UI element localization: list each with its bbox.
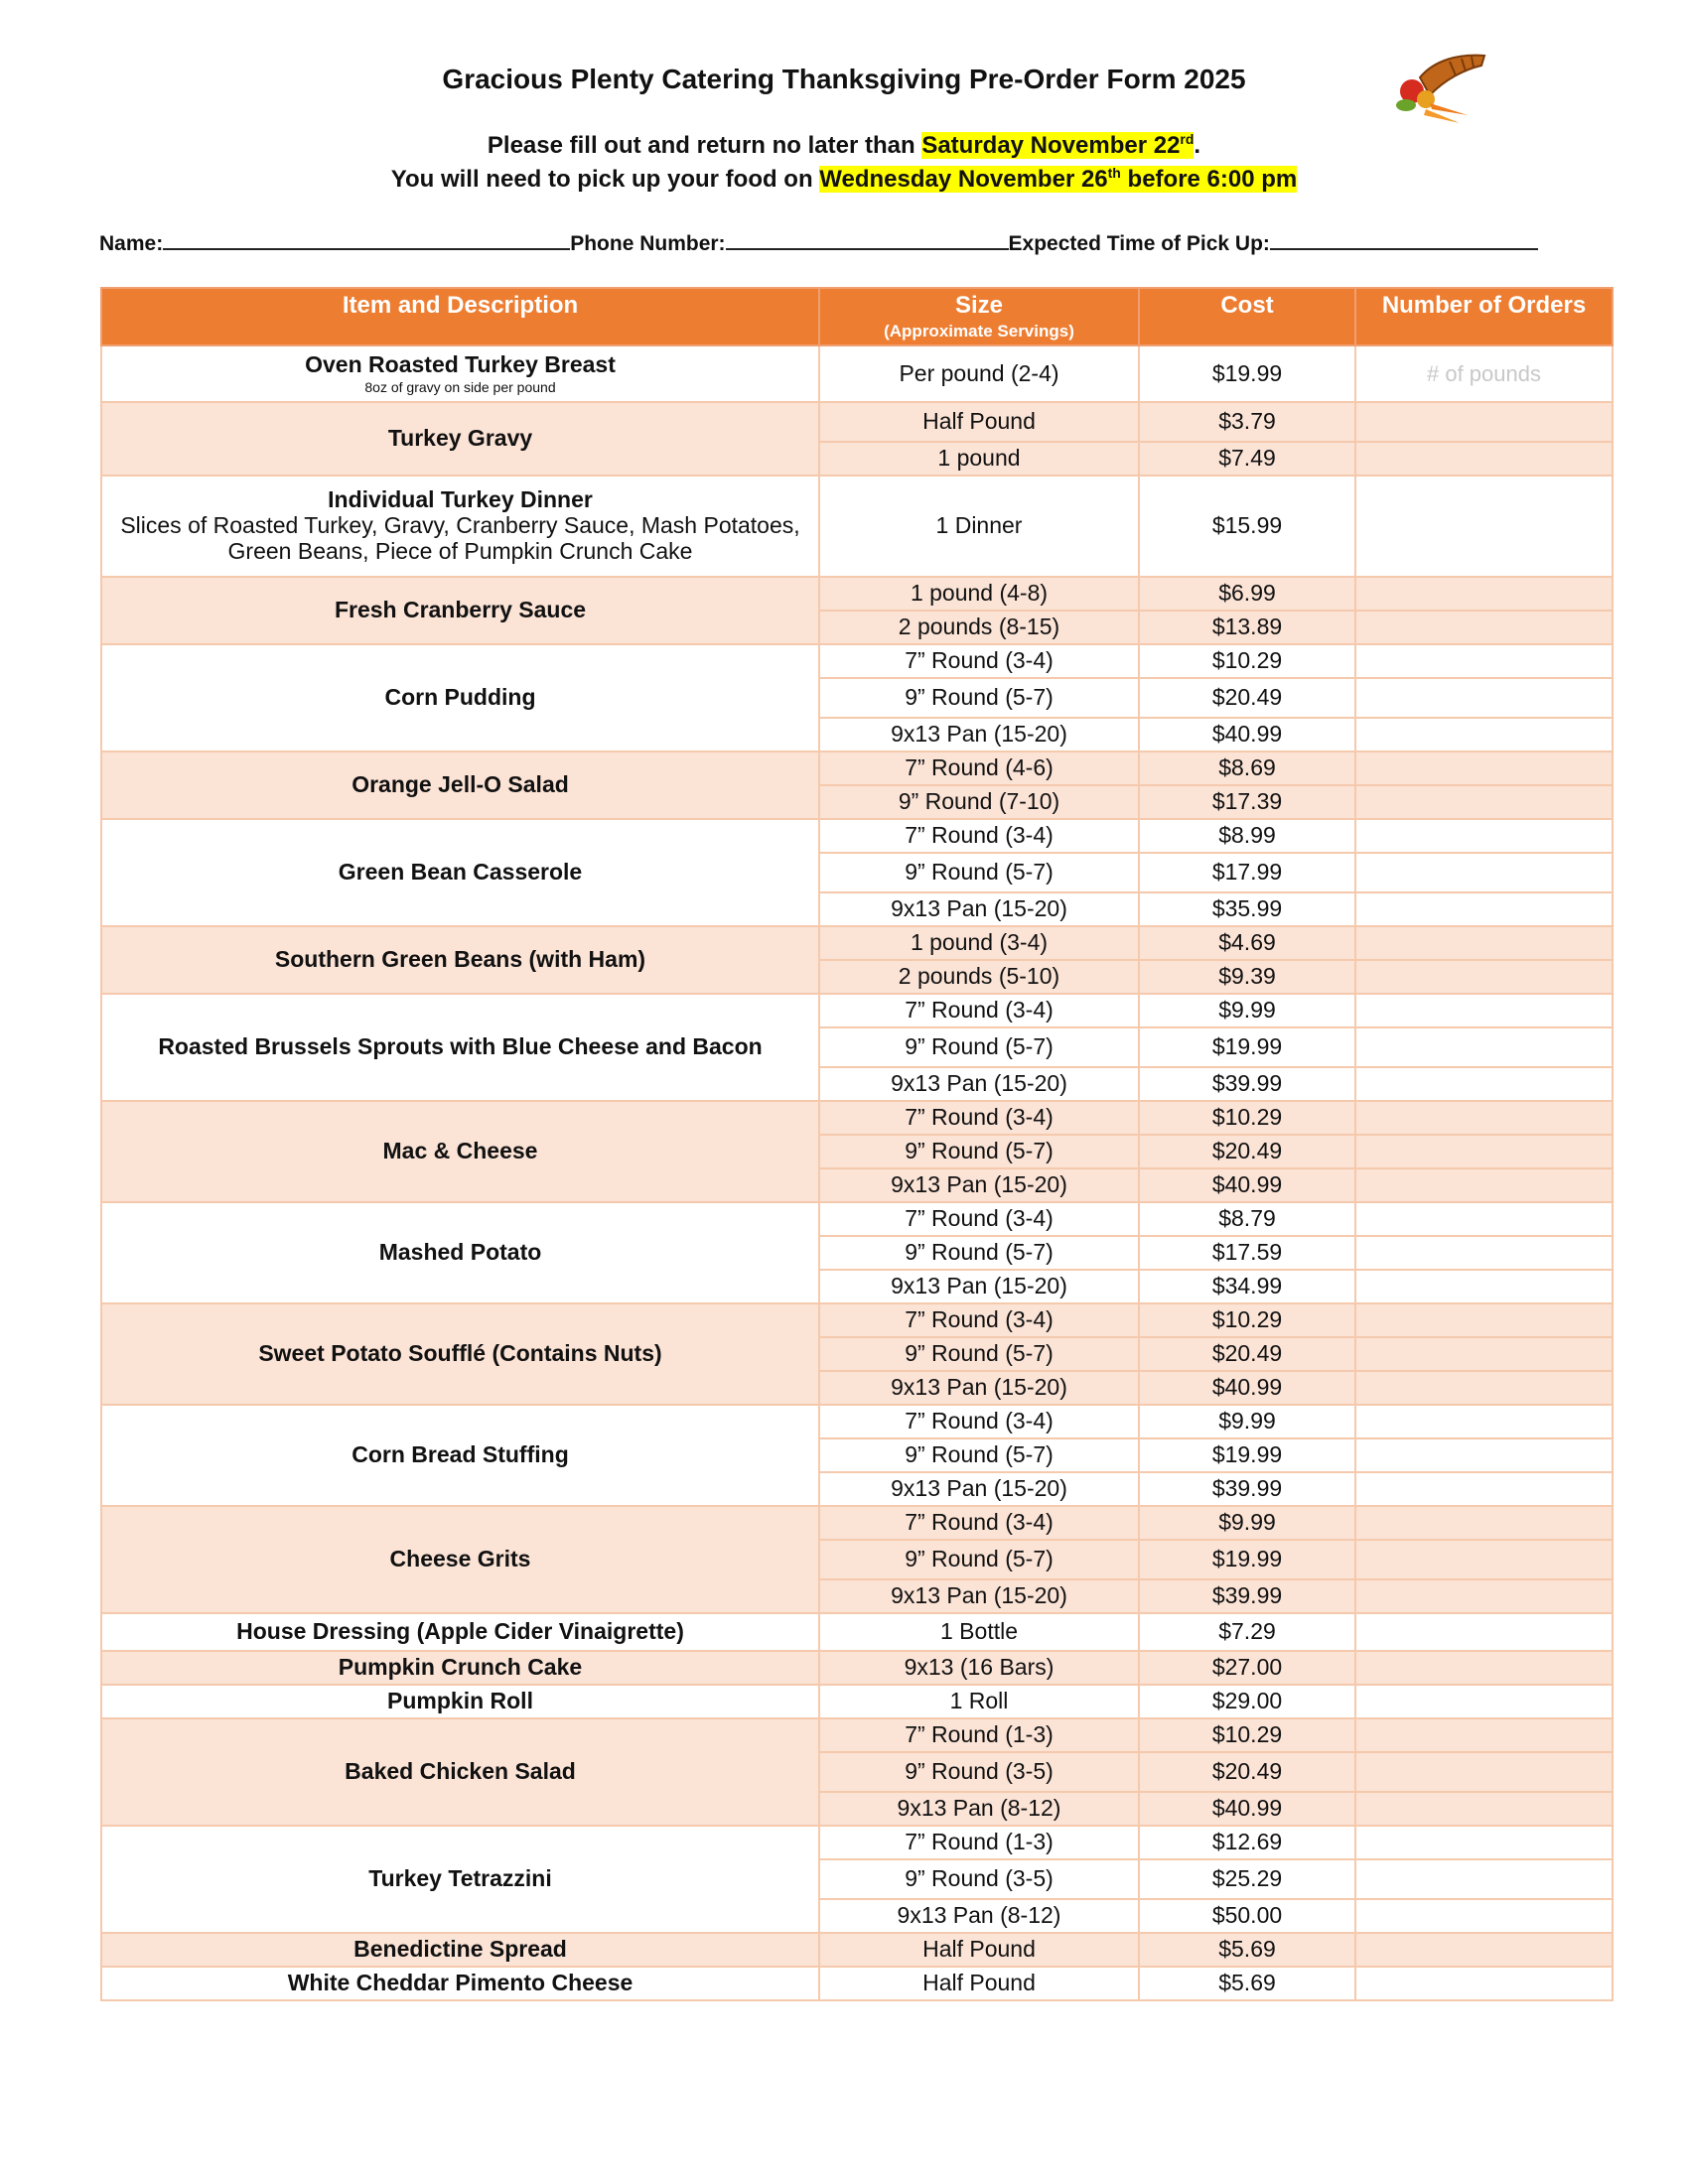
size-cell: 1 pound (3-4) — [819, 926, 1139, 960]
item-name: Southern Green Beans (with Ham) — [274, 946, 646, 973]
size-cell: 1 Bottle — [819, 1613, 1139, 1651]
order-quantity-cell[interactable] — [1355, 785, 1613, 819]
item-name: Roasted Brussels Sprouts with Blue Cheese and Bacon — [158, 1033, 763, 1060]
item-cell — [101, 1506, 819, 1613]
order-quantity-cell[interactable] — [1355, 1651, 1613, 1685]
size-cell: 2 pounds (5-10) — [819, 960, 1139, 994]
order-quantity-cell[interactable] — [1355, 1685, 1613, 1718]
item-cell — [101, 1967, 819, 2000]
table-row — [101, 926, 1613, 960]
item-cell — [101, 1405, 819, 1506]
size-cell: 9x13 Pan (8-12) — [819, 1792, 1139, 1826]
size-cell: 1 pound — [819, 442, 1139, 476]
size-cell: 9” Round (5-7) — [819, 1540, 1139, 1579]
size-cell: 7” Round (3-4) — [819, 819, 1139, 853]
item-name: Individual Turkey Dinner — [328, 486, 593, 513]
size-cell: Per pound (2-4) — [819, 345, 1139, 402]
notice-text: Please fill out and return no later than — [487, 132, 922, 159]
table-row — [101, 1967, 1613, 2000]
item-name: White Cheddar Pimento Cheese — [287, 1970, 633, 1996]
phone-label: Phone Number: — [570, 232, 726, 255]
table-row — [101, 402, 1613, 442]
phone-field[interactable] — [726, 230, 1009, 250]
cost-cell: $17.59 — [1139, 1236, 1355, 1270]
size-cell: 9” Round (5-7) — [819, 1027, 1139, 1067]
item-header-label: Item and Description — [342, 292, 579, 319]
order-quantity-cell[interactable] — [1355, 1337, 1613, 1371]
size-cell: 9” Round (5-7) — [819, 1236, 1139, 1270]
order-quantity-cell[interactable] — [1355, 1752, 1613, 1792]
table-row — [101, 577, 1613, 611]
item-cell — [101, 1826, 819, 1933]
cost-cell: $20.49 — [1139, 678, 1355, 718]
table-row — [101, 1303, 1613, 1337]
cost-header-label: Cost — [1220, 292, 1274, 319]
cost-cell: $34.99 — [1139, 1270, 1355, 1303]
order-quantity-cell[interactable] — [1355, 1371, 1613, 1405]
item-name: Sweet Potato Soufflé (Contains Nuts) — [258, 1340, 662, 1367]
size-cell: Half Pound — [819, 1933, 1139, 1967]
size-cell: 9x13 Pan (15-20) — [819, 1371, 1139, 1405]
size-cell: 7” Round (4-6) — [819, 751, 1139, 785]
pickup-notice-text: You will need to pick up your food on — [390, 166, 820, 193]
size-cell: 7” Round (3-4) — [819, 1202, 1139, 1236]
item-cell — [101, 1101, 819, 1202]
order-quantity-cell[interactable] — [1355, 1613, 1613, 1651]
item-name: Orange Jell-O Salad — [352, 771, 569, 798]
order-quantity-cell[interactable] — [1355, 751, 1613, 785]
size-cell: 7” Round (1-3) — [819, 1826, 1139, 1859]
order-quantity-cell[interactable] — [1355, 960, 1613, 994]
cost-cell: $27.00 — [1139, 1651, 1355, 1685]
table-header-row — [101, 288, 1613, 345]
item-cell — [101, 402, 819, 476]
table-row — [101, 1405, 1613, 1438]
item-note: 8oz of gravy on side per pound — [364, 378, 556, 395]
item-name: Fresh Cranberry Sauce — [334, 597, 587, 623]
order-quantity-cell[interactable] — [1355, 819, 1613, 853]
item-name: Turkey Tetrazzini — [368, 1865, 552, 1892]
table-row — [101, 1506, 1613, 1540]
order-quantity-cell[interactable] — [1355, 1027, 1613, 1067]
cost-cell: $9.99 — [1139, 994, 1355, 1027]
cost-cell: $20.49 — [1139, 1337, 1355, 1371]
table-row — [101, 751, 1613, 785]
cost-cell: $20.49 — [1139, 1135, 1355, 1168]
order-quantity-cell[interactable] — [1355, 644, 1613, 678]
size-cell: 9” Round (5-7) — [819, 1438, 1139, 1472]
table-row — [101, 476, 1613, 577]
item-cell — [101, 1685, 819, 1718]
item-cell — [101, 345, 819, 402]
cost-cell: $8.69 — [1139, 751, 1355, 785]
cost-cell: $9.39 — [1139, 960, 1355, 994]
return-date-highlight — [921, 132, 1194, 159]
order-quantity-cell[interactable] — [1355, 1579, 1613, 1613]
cost-cell: $20.49 — [1139, 1752, 1355, 1792]
order-quantity-cell[interactable] — [1355, 1718, 1613, 1752]
item-description: Slices of Roasted Turkey, Gravy, Cranberry Sauce, Mash Potatoes, Green Beans, Piece of Pumpkin Crunch Cake — [120, 512, 800, 564]
size-cell: 9” Round (5-7) — [819, 853, 1139, 892]
cost-cell: $4.69 — [1139, 926, 1355, 960]
size-cell: 9” Round (5-7) — [819, 1337, 1139, 1371]
cost-cell: $40.99 — [1139, 718, 1355, 751]
name-field[interactable] — [163, 230, 570, 250]
item-cell — [101, 926, 819, 994]
pickup-date: Wednesday November 26 — [819, 166, 1108, 193]
page-title: Gracious Plenty Catering Thanksgiving Pre-Order Form 2025 — [442, 64, 1246, 94]
item-cell — [101, 1651, 819, 1685]
item-name: Pumpkin Crunch Cake — [338, 1654, 583, 1681]
order-quantity-cell[interactable] — [1355, 1967, 1613, 2000]
cost-cell: $5.69 — [1139, 1933, 1355, 1967]
size-cell: 7” Round (1-3) — [819, 1718, 1139, 1752]
pickup-notice — [0, 165, 1688, 194]
return-deadline-notice — [0, 131, 1688, 160]
size-cell: 9x13 Pan (15-20) — [819, 1168, 1139, 1202]
item-name: Green Bean Casserole — [338, 859, 583, 886]
cost-cell: $10.29 — [1139, 644, 1355, 678]
order-quantity-cell[interactable] — [1355, 1506, 1613, 1540]
order-quantity-cell[interactable] — [1355, 1135, 1613, 1168]
customer-info-fields — [99, 230, 1609, 256]
item-name: Pumpkin Roll — [387, 1688, 533, 1714]
orders-header-label: Number of Orders — [1381, 292, 1587, 319]
pickup-date-suffix: th — [1107, 165, 1121, 181]
cost-column-header — [1139, 288, 1355, 345]
size-cell: 9x13 Pan (15-20) — [819, 1270, 1139, 1303]
item-name: Mac & Cheese — [382, 1138, 538, 1164]
table-row — [101, 1202, 1613, 1236]
order-quantity-cell[interactable] — [1355, 1899, 1613, 1933]
size-cell: 9x13 Pan (15-20) — [819, 1472, 1139, 1506]
cost-cell: $12.69 — [1139, 1826, 1355, 1859]
cost-cell: $10.29 — [1139, 1303, 1355, 1337]
cost-cell: $29.00 — [1139, 1685, 1355, 1718]
size-header-label: Size — [954, 292, 1004, 319]
cost-cell: $6.99 — [1139, 577, 1355, 611]
size-cell: 2 pounds (8-15) — [819, 611, 1139, 644]
size-cell: 7” Round (3-4) — [819, 1405, 1139, 1438]
cost-cell: $7.49 — [1139, 442, 1355, 476]
order-quantity-cell[interactable] — [1355, 926, 1613, 960]
pickup-date-highlight — [819, 166, 1297, 193]
order-quantity-cell[interactable] — [1355, 1933, 1613, 1967]
size-cell: 9x13 (16 Bars) — [819, 1651, 1139, 1685]
cost-cell: $7.29 — [1139, 1613, 1355, 1651]
order-table — [100, 287, 1614, 2001]
order-quantity-cell[interactable] — [1355, 1792, 1613, 1826]
order-quantity-cell[interactable] — [1355, 1303, 1613, 1337]
table-row — [101, 819, 1613, 853]
cost-cell: $13.89 — [1139, 611, 1355, 644]
cost-cell: $39.99 — [1139, 1472, 1355, 1506]
item-cell — [101, 1303, 819, 1405]
item-cell — [101, 1933, 819, 1967]
order-quantity-cell[interactable] — [1355, 1236, 1613, 1270]
orders-column-header — [1355, 288, 1613, 345]
order-quantity-cell[interactable] — [1355, 442, 1613, 476]
order-quantity-cell[interactable] — [1355, 892, 1613, 926]
order-quantity-cell[interactable] — [1355, 1438, 1613, 1472]
cost-cell: $39.99 — [1139, 1067, 1355, 1101]
pickup-time-label: Expected Time of Pick Up: — [1008, 232, 1270, 255]
pickup-time-field[interactable] — [1270, 230, 1538, 250]
cost-cell: $3.79 — [1139, 402, 1355, 442]
item-name: Corn Pudding — [384, 684, 536, 711]
item-column-header — [101, 288, 819, 345]
item-cell — [101, 751, 819, 819]
order-quantity-cell[interactable] — [1355, 1101, 1613, 1135]
size-cell: 7” Round (3-4) — [819, 1303, 1139, 1337]
return-date: Saturday November 22 — [921, 132, 1181, 159]
item-cell — [101, 1202, 819, 1303]
cost-cell: $39.99 — [1139, 1579, 1355, 1613]
size-cell: 9” Round (5-7) — [819, 1135, 1139, 1168]
item-name: House Dressing (Apple Cider Vinaigrette) — [236, 1618, 684, 1645]
order-quantity-cell[interactable] — [1355, 994, 1613, 1027]
size-cell: 7” Round (3-4) — [819, 994, 1139, 1027]
size-cell: Half Pound — [819, 402, 1139, 442]
cost-cell: $40.99 — [1139, 1371, 1355, 1405]
size-cell: 9x13 Pan (8-12) — [819, 1899, 1139, 1933]
item-cell — [101, 819, 819, 926]
cost-cell: $35.99 — [1139, 892, 1355, 926]
return-date-suffix: rd — [1180, 131, 1195, 147]
order-quantity-cell[interactable] — [1355, 1067, 1613, 1101]
size-cell: 9x13 Pan (15-20) — [819, 1579, 1139, 1613]
size-cell: 1 Dinner — [819, 476, 1139, 577]
table-row — [101, 644, 1613, 678]
size-column-header — [819, 288, 1139, 345]
order-quantity-cell[interactable] — [1355, 1270, 1613, 1303]
order-quantity-cell[interactable] — [1355, 1405, 1613, 1438]
item-name: Baked Chicken Salad — [345, 1758, 576, 1785]
table-row — [101, 1613, 1613, 1651]
cost-cell: $25.29 — [1139, 1859, 1355, 1899]
size-cell: 9” Round (3-5) — [819, 1752, 1139, 1792]
order-quantity-cell[interactable] — [1355, 345, 1613, 402]
cornucopia-icon — [1390, 48, 1489, 127]
order-quantity-cell[interactable] — [1355, 1472, 1613, 1506]
table-row — [101, 994, 1613, 1027]
size-cell: 1 pound (4-8) — [819, 577, 1139, 611]
size-cell: Half Pound — [819, 1967, 1139, 2000]
size-header-sublabel: (Approximate Servings) — [884, 321, 1074, 341]
order-quantity-cell[interactable] — [1355, 1859, 1613, 1899]
order-quantity-cell[interactable] — [1355, 611, 1613, 644]
cost-cell: $19.99 — [1139, 1438, 1355, 1472]
order-quantity-placeholder: # of pounds — [1427, 360, 1541, 386]
item-name: Benedictine Spread — [353, 1936, 567, 1963]
item-cell — [101, 577, 819, 644]
order-quantity-cell[interactable] — [1355, 1168, 1613, 1202]
size-cell: 7” Round (3-4) — [819, 1101, 1139, 1135]
cost-cell: $40.99 — [1139, 1792, 1355, 1826]
size-cell: 9x13 Pan (15-20) — [819, 718, 1139, 751]
item-cell — [101, 476, 819, 577]
cost-cell: $8.79 — [1139, 1202, 1355, 1236]
cost-cell: $17.39 — [1139, 785, 1355, 819]
order-quantity-cell[interactable] — [1355, 476, 1613, 577]
order-quantity-cell[interactable] — [1355, 678, 1613, 718]
table-row — [101, 1826, 1613, 1859]
item-name: Cheese Grits — [389, 1546, 531, 1572]
order-quantity-cell[interactable] — [1355, 1540, 1613, 1579]
item-name: Corn Bread Stuffing — [352, 1441, 569, 1468]
cost-cell: $17.99 — [1139, 853, 1355, 892]
cost-cell: $19.99 — [1139, 1540, 1355, 1579]
cost-cell: $9.99 — [1139, 1506, 1355, 1540]
item-cell — [101, 994, 819, 1101]
size-cell: 9” Round (5-7) — [819, 678, 1139, 718]
cost-cell: $19.99 — [1139, 1027, 1355, 1067]
table-row — [101, 1651, 1613, 1685]
order-quantity-cell[interactable] — [1355, 1826, 1613, 1859]
item-cell — [101, 644, 819, 751]
cost-cell: $19.99 — [1139, 345, 1355, 402]
order-quantity-cell[interactable] — [1355, 853, 1613, 892]
cost-cell: $50.00 — [1139, 1899, 1355, 1933]
item-name: Oven Roasted Turkey Breast — [305, 350, 616, 377]
size-cell: 7” Round (3-4) — [819, 1506, 1139, 1540]
pickup-time: before 6:00 pm — [1120, 166, 1298, 193]
table-row — [101, 1933, 1613, 1967]
notice-period: . — [1194, 132, 1201, 159]
order-quantity-cell[interactable] — [1355, 1202, 1613, 1236]
size-cell: 9x13 Pan (15-20) — [819, 1067, 1139, 1101]
item-cell — [101, 1718, 819, 1826]
cost-cell: $9.99 — [1139, 1405, 1355, 1438]
order-quantity-cell[interactable] — [1355, 718, 1613, 751]
order-quantity-cell[interactable] — [1355, 577, 1613, 611]
table-row — [101, 1685, 1613, 1718]
size-cell: 9” Round (3-5) — [819, 1859, 1139, 1899]
cost-cell: $10.29 — [1139, 1718, 1355, 1752]
table-row — [101, 345, 1613, 402]
item-name: Turkey Gravy — [387, 425, 533, 452]
cost-cell: $15.99 — [1139, 476, 1355, 577]
cost-cell: $10.29 — [1139, 1101, 1355, 1135]
size-cell: 9” Round (7-10) — [819, 785, 1139, 819]
size-cell: 9x13 Pan (15-20) — [819, 892, 1139, 926]
size-cell: 1 Roll — [819, 1685, 1139, 1718]
table-row — [101, 1101, 1613, 1135]
order-quantity-cell[interactable] — [1355, 402, 1613, 442]
order-table-body — [101, 345, 1613, 2000]
item-name: Mashed Potato — [378, 1239, 542, 1266]
name-label: Name: — [99, 232, 164, 255]
cost-cell: $40.99 — [1139, 1168, 1355, 1202]
table-row — [101, 1718, 1613, 1752]
cost-cell: $8.99 — [1139, 819, 1355, 853]
item-cell — [101, 1613, 819, 1651]
size-cell: 7” Round (3-4) — [819, 644, 1139, 678]
cost-cell: $5.69 — [1139, 1967, 1355, 2000]
